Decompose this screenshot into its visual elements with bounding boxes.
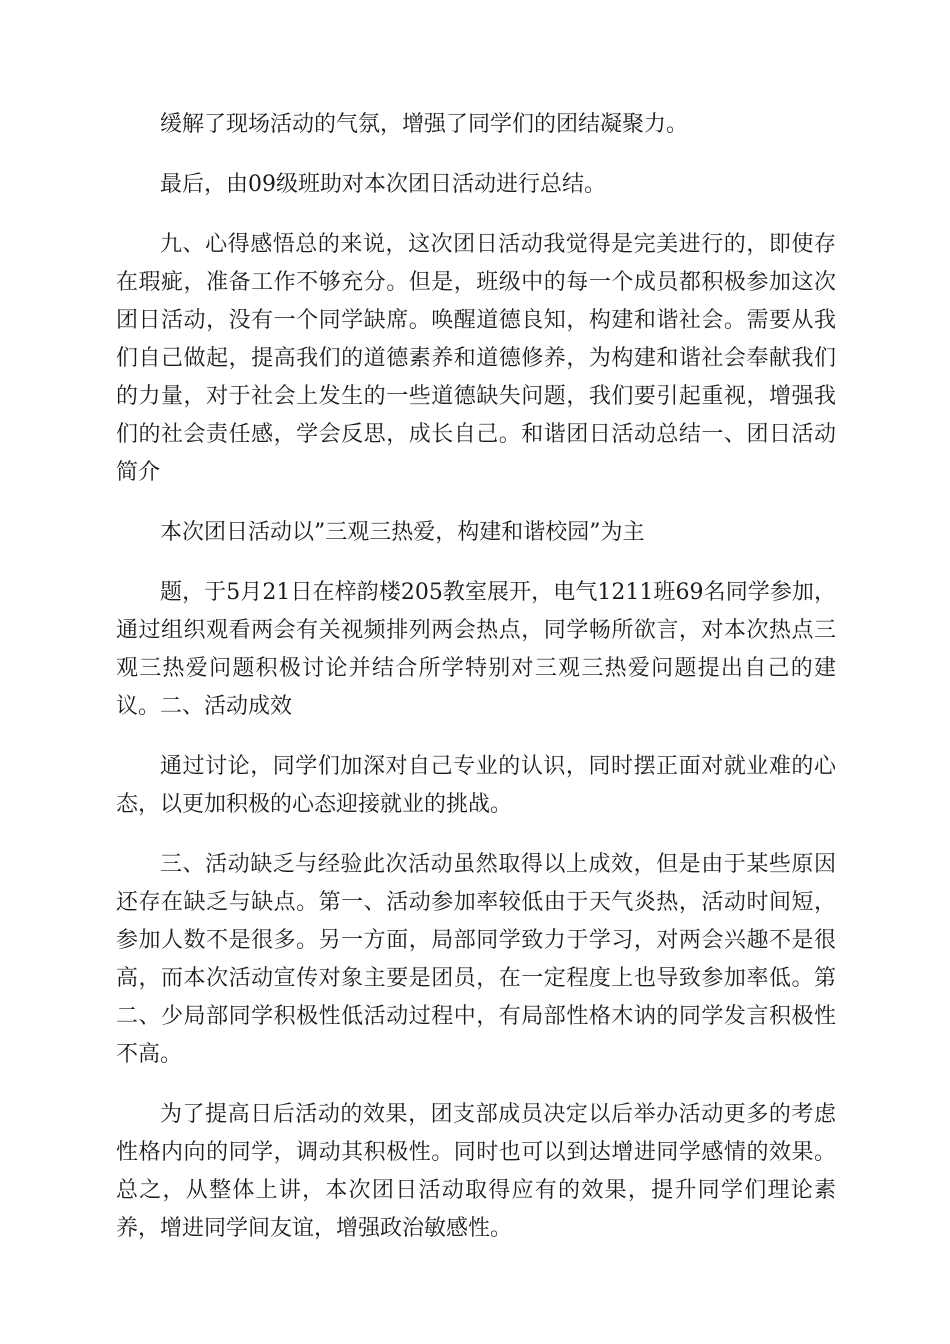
paragraph-7: 三、活动缺乏与经验此次活动虽然取得以上成效，但是由于某些原因还存在缺乏与缺点。第一、活动参加率较低由于天气炎热，活动时间短，参加人数不是很多。另一方面，局部同学致力于学习，对两会兴趣不是很高，而本次活动宣传对象主要是团员，在一定程度上也导致参加率低。第二、少局部同学积极性低活动过程中，有局部性格木讷的同学发言积极性不高。	[116, 852, 836, 1067]
paragraph-2: 最后，由09级班助对本次团日活动进行总结。	[160, 172, 606, 197]
paragraph-4: 本次团日活动以”三观三热爱，构建和谐校园”为主	[160, 520, 645, 545]
paragraph-6: 通过讨论，同学们加深对自己专业的认识，同时摆正面对就业难的心态，以更加积极的心态迎接就业的挑战。	[116, 754, 836, 817]
paragraph-1: 缓解了现场活动的气氛，增强了同学们的团结凝聚力。	[160, 112, 689, 137]
paragraph-5: 题，于5月21日在梓韵楼205教室展开，电气1211班69名同学参加，通过组织观看两会有关视频排列两会热点，同学畅所欲言，对本次热点三观三热爱问题积极讨论并结合所学特别对三观三热爱问题提出自己的建议。二、活动成效	[116, 580, 836, 719]
paragraph-8: 为了提高日后活动的效果，团支部成员决定以后举办活动更多的考虑性格内向的同学，调动其积极性。同时也可以到达增进同学感情的效果。总之，从整体上讲，本次团日活动取得应有的效果，提升同学们理论素养，增进同学间友谊，增强政治敏感性。	[116, 1102, 836, 1241]
document-body	[116, 106, 836, 1270]
paragraph-3: 九、心得感悟总的来说，这次团日活动我觉得是完美进行的，即使存在瑕疵，准备工作不够充分。但是，班级中的每一个成员都积极参加这次团日活动，没有一个同学缺席。唤醒道德良知，构建和谐社会。需要从我们自己做起，提高我们的道德素养和道德修养，为构建和谐社会奉献我们的力量，对于社会上发生的一些道德缺失问题，我们要引起重视，增强我们的社会责任感，学会反思，成长自己。和谐团日活动总结一、团日活动简介	[116, 232, 836, 485]
